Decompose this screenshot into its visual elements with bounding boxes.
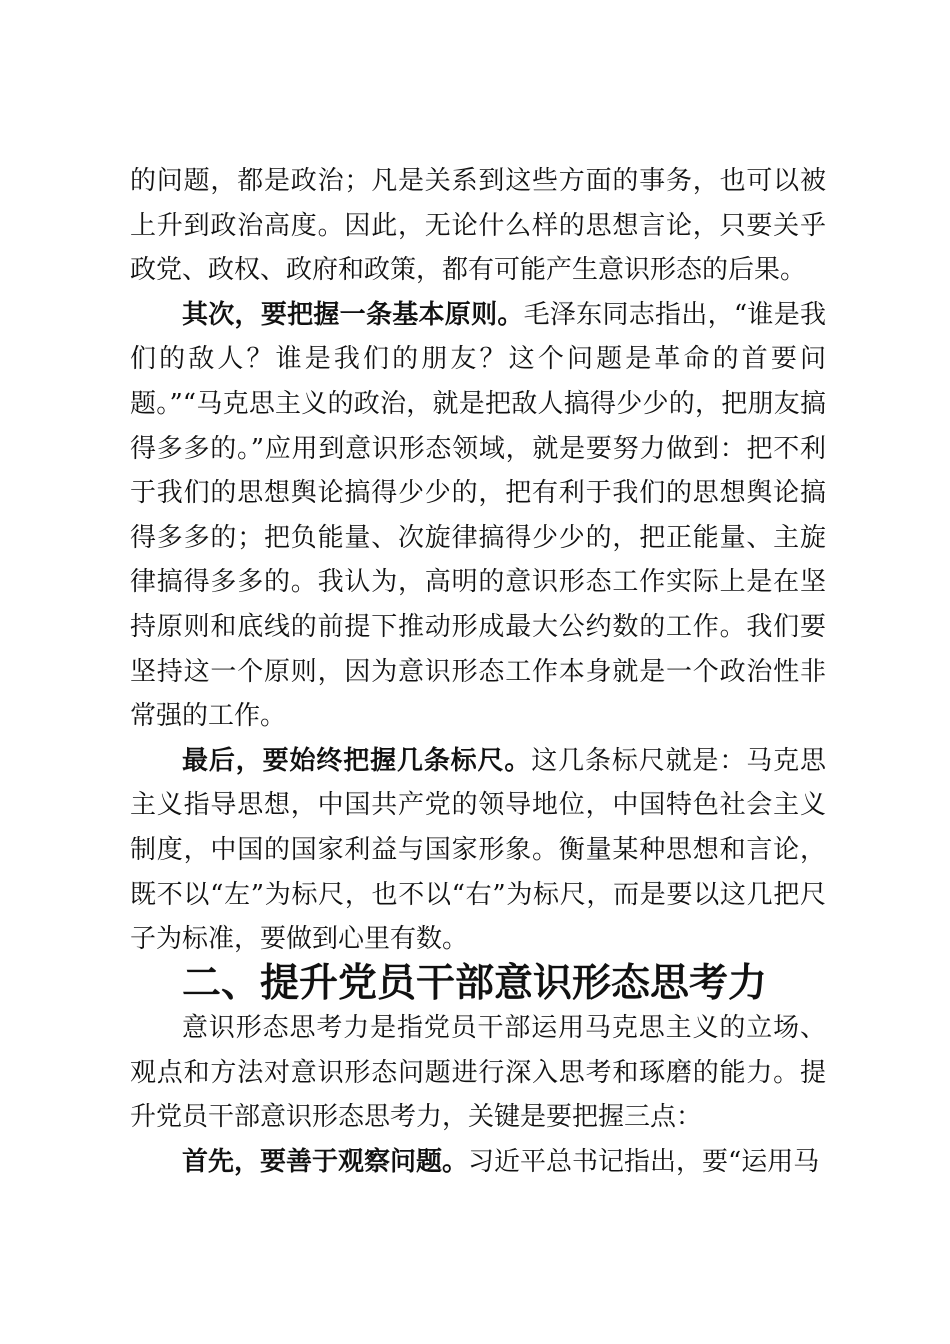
paragraph-text: 的问题，都是政治；凡是关系到这些方面的事务，也可以被上升到政治高度。因此，无论什么样的思想言论，只要关乎政党、政权、政府和政策，都有可能产生意识形态的后果。 [130,166,826,286]
paragraph-lead: 最后，要始终把握几条标尺。 [182,745,532,776]
section-heading: 二、提升党员干部意识形态思考力 [182,960,768,1006]
paragraph-continuation [130,159,826,293]
paragraph-lead: 其次，要把握一条基本原则。 [182,299,524,330]
document-page [130,159,826,1185]
paragraph-standards [130,739,826,962]
paragraph-text: 这几条标尺就是：马克思主义指导思想，中国共产党的领导地位，中国特色社会主义制度，中国的国家利益与国家形象。衡量某种思想和言论，既不以“左”为标尺，也不以“右”为标尺，而是要以这几把尺子为标准，要做到心里有数。 [130,745,826,955]
paragraph-text: 习近平总书记指出，要“运用马 [468,1147,820,1178]
paragraph-text: 意识形态思考力是指党员干部运用马克思主义的立场、观点和方法对意识形态问题进行深入思考和琢磨的能力。提升党员干部意识形态思考力，关键是要把握三点： [130,1013,826,1133]
paragraph-thinking-ability [130,1006,826,1140]
paragraph-observe [130,1140,826,1185]
paragraph-text: 毛泽东同志指出，“谁是我们的敌人？谁是我们的朋友？这个问题是革命的首要问题。”“马克思主义的政治，就是把敌人搞得少少的，把朋友搞得多多的。”应用到意识形态领域，就是要努力做到：把不利于我们的思想舆论搞得少少的，把有利于我们的思想舆论搞得多多的；把负能量、次旋律搞得少少的，把正能量、主旋律搞得多多的。我认为，高明的意识形态工作实际上是在坚持原则和底线的前提下推动形成最大公约数的工作。我们要坚持这一个原则，因为意识形态工作本身就是一个政治性非常强的工作。 [130,299,826,732]
paragraph-lead: 首先，要善于观察问题。 [182,1147,469,1178]
paragraph-principle [130,293,826,739]
